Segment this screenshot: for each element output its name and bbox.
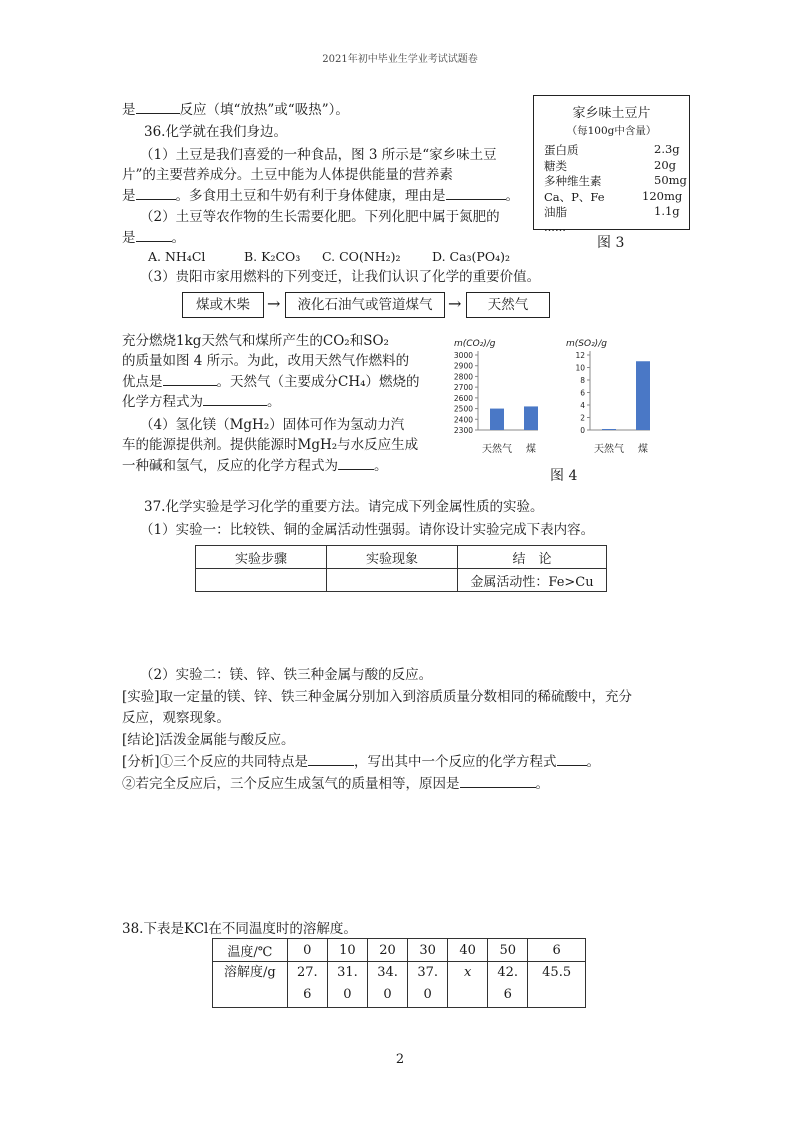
q36-reason-blank[interactable] <box>446 186 506 200</box>
q38-solubility-table <box>212 938 586 1008</box>
step-cell[interactable] <box>196 569 327 592</box>
q36-p1-line1: （1）土豆是我们喜爱的一种食品，图 3 所示是“家乡味土豆 <box>140 147 497 163</box>
q36-p3-line1: （3）贵阳市家用燃料的下列变迁，让我们认识了化学的重要价值。 <box>140 269 541 285</box>
nutrient-value: 20g <box>654 157 676 172</box>
table-header-cell: 实验现象 <box>327 546 458 569</box>
nutrition-row <box>534 142 689 158</box>
fig3-label: 图 3 <box>597 235 625 251</box>
nutrition-row <box>534 204 689 220</box>
y-tick-label: 6 <box>580 388 585 398</box>
q36-p4-line1: （4）氢化镁（MgH₂）固体可作为氢动力汽 <box>140 417 405 433</box>
q37-reason-blank[interactable] <box>460 774 536 788</box>
q36-options <box>148 248 510 266</box>
flow-step-lpg: 液化石油气或管道煤气 <box>285 292 445 318</box>
q35-prefix: 是 <box>122 102 136 118</box>
nutrition-subtitle: （每100g中含量） <box>566 125 657 137</box>
q36-p3-line5 <box>122 392 281 411</box>
table-header-cell: 结 论 <box>458 546 607 569</box>
nutrient-name: ...... <box>544 219 566 234</box>
category-label: 天然气 <box>482 444 512 455</box>
solubility-value-bottom: 6 <box>503 987 512 1002</box>
nutrient-name: 油脂 <box>544 205 567 219</box>
flow-arrow-icon: → <box>267 294 281 313</box>
q36-fertilizer-blank[interactable] <box>136 228 172 242</box>
nutrition-title: 家乡味土豆片 <box>572 106 651 121</box>
q37-analysis2a: ②若完全反应后，三个反应生成氢气的质量相等，原因是 <box>122 776 460 792</box>
y-tick-label: 3000 <box>453 351 473 360</box>
fig4-label: 图 4 <box>550 468 578 484</box>
nutrient-name: 蛋白质 <box>544 143 579 157</box>
category-label: 天然气 <box>594 444 624 455</box>
q36-p1-line3 <box>122 186 519 205</box>
q36-equation-blank[interactable] <box>203 392 267 406</box>
nutrient-value: 1.1g <box>654 204 680 218</box>
q36-title: 36.化学就在我们身边。 <box>144 124 287 140</box>
q36-p3-line4 <box>122 372 420 391</box>
q37-title: 37.化学实验是学习化学的重要方法。请完成下列金属性质的实验。 <box>144 499 544 515</box>
solubility-cell <box>408 962 448 1008</box>
y-tick-label: 2600 <box>453 393 473 403</box>
category-label: 煤 <box>638 444 648 455</box>
y-tick-label: 2900 <box>453 361 473 371</box>
y-tick-label: 0 <box>580 426 585 435</box>
q36-p2-line1: （2）土豆等农作物的生长需要化肥。下列化肥中属于氮肥的 <box>140 209 500 225</box>
y-axis-label: m(SO₂)/g <box>566 339 607 349</box>
q37-feature-blank[interactable] <box>308 752 354 766</box>
q36-p1-line3a: 是 <box>122 188 136 204</box>
solubility-value-bottom: 6 <box>303 987 312 1002</box>
q36-p4-line3a: 一种碱和氢气，反应的化学方程式为 <box>122 458 338 474</box>
q36-p3-line4b: 。天然气（主要成分CH₄）燃烧的 <box>216 374 420 390</box>
q35-blank[interactable] <box>136 100 180 114</box>
fig4-charts <box>440 335 690 465</box>
temperature-cell: 50 <box>488 939 528 962</box>
q37-conclusion: [结论]活泼金属能与酸反应。 <box>122 732 295 748</box>
q37-analysis1c: 。 <box>586 754 601 770</box>
y-tick-label: 2400 <box>453 415 473 425</box>
temperature-cell: 0 <box>287 939 327 962</box>
nutrient-value: 120mg <box>642 188 683 203</box>
solubility-cell <box>287 962 327 1008</box>
bar <box>636 361 650 430</box>
solubility-value-top: 37. <box>417 965 438 980</box>
solubility-value-top: 27. <box>296 965 318 980</box>
nutrition-row <box>534 158 689 174</box>
q36-nutrient-blank[interactable] <box>136 186 176 200</box>
row-header-cell <box>213 962 288 1008</box>
solubility-value-top: 45.5 <box>542 965 572 980</box>
conclusion-cell: 金属活动性：Fe>Cu <box>458 569 607 592</box>
solubility-cell <box>528 962 586 1008</box>
solubility-value-top: x <box>464 965 472 980</box>
q37-p1: （1）实验一：比较铁、铜的金属活动性强弱。请你设计实验完成下表内容。 <box>140 522 595 538</box>
solubility-value-top: 42. <box>497 965 519 980</box>
nutrition-row <box>534 173 689 189</box>
solubility-cell <box>367 962 407 1008</box>
q35-suffix: 反应（填“放热”或“吸热”）。 <box>179 102 349 118</box>
option-d[interactable]: D. Ca₃(PO₄)₂ <box>432 249 510 264</box>
q37-exp-line2: 反应，观察现象。 <box>122 710 230 726</box>
nutrition-row <box>534 189 689 205</box>
q37-analysis2b: 。 <box>535 776 549 792</box>
solubility-cell <box>488 962 528 1008</box>
q36-p2-line2b: 。 <box>171 230 185 246</box>
q36-p2-line2 <box>122 228 185 247</box>
y-axis-label: m(CO₂)/g <box>454 339 496 349</box>
nutrient-name: 多种维生素 <box>544 174 602 188</box>
q36-p3-line3: 的质量如图 4 所示。为此，改用天然气作燃料的 <box>122 353 410 369</box>
table-row <box>196 569 607 592</box>
solubility-cell <box>327 962 367 1008</box>
q36-p1-line2: 片”的主要营养成分。土豆中能为人体提供能量的营养素 <box>122 167 453 183</box>
q36-mgh2-blank[interactable] <box>338 456 374 470</box>
option-a[interactable]: A. NH₄Cl <box>148 249 206 264</box>
nutrient-name: 糖类 <box>544 158 567 173</box>
table-header-cell: 实验步骤 <box>196 546 327 569</box>
page-number: 2 <box>395 1052 405 1067</box>
q35-tail <box>122 100 349 119</box>
nutrient-value: 2.3g <box>654 142 680 156</box>
q36-p3-line4a: 优点是 <box>122 374 163 390</box>
nutrient-name: Ca、P、Fe <box>544 189 605 204</box>
y-tick-label: 2500 <box>453 404 473 414</box>
row-header-cell: 温度/℃ <box>213 939 288 962</box>
bar <box>490 409 504 430</box>
solubility-cell[interactable] <box>448 962 488 1008</box>
solubility-value-bottom: 0 <box>343 987 352 1002</box>
flow-step-natural-gas: 天然气 <box>466 292 550 318</box>
q37-experiment-table <box>195 545 607 592</box>
observation-cell[interactable] <box>327 569 458 592</box>
table-row <box>213 962 586 1008</box>
category-label: 煤 <box>526 444 536 455</box>
q37-analysis1b: ，写出其中一个反应的化学方程式 <box>354 754 557 770</box>
q36-p2-line2a: 是 <box>122 230 136 246</box>
table-header-row <box>196 546 607 569</box>
nutrient-value: 50mg <box>654 173 687 187</box>
q36-p4-line2: 车的能源提供剂。提供能源时MgH₂与水反应生成 <box>122 437 419 453</box>
nutrition-rows <box>534 142 689 235</box>
solubility-value-top: 31. <box>337 965 358 980</box>
q36-p3-line2: 充分燃烧1kg天然气和煤所产生的CO₂和SO₂ <box>122 333 389 349</box>
page-header: 2021年初中毕业生学业考试试题卷 <box>322 54 478 65</box>
option-c[interactable]: C. CO(NH₂)₂ <box>322 249 401 264</box>
q37-analysis2 <box>122 774 549 793</box>
q37-analysis1a: [分析]①三个反应的共同特点是 <box>122 754 309 770</box>
temperature-cell: 30 <box>408 939 448 962</box>
option-b[interactable]: B. K₂CO₃ <box>244 249 301 264</box>
solubility-value-top: 溶解度/g <box>224 965 276 980</box>
q36-p1-line3b: 。多食用土豆和牛奶有利于身体健康，理由是 <box>175 188 446 204</box>
flow-arrow-icon: → <box>448 294 462 313</box>
solubility-value-bottom: 0 <box>423 987 432 1002</box>
q37-equation-blank[interactable] <box>557 752 587 766</box>
bar <box>524 406 538 430</box>
y-tick-label: 10 <box>575 363 585 373</box>
q36-p3-line5b: 。 <box>267 394 281 410</box>
q37-p2: （2）实验二：镁、锌、铁三种金属与酸的反应。 <box>140 667 433 683</box>
q37-exp-line1: [实验]取一定量的镁、锌、铁三种金属分别加入到溶质质量分数相同的稀硫酸中，充分 <box>122 689 633 705</box>
q37-analysis1 <box>122 752 600 771</box>
y-tick-label: 2300 <box>453 426 473 435</box>
y-tick-label: 4 <box>580 401 585 410</box>
flow-step-coal: 煤或木柴 <box>182 292 264 318</box>
nutrition-label-box <box>533 95 690 234</box>
q36-p3-line5a: 化学方程式为 <box>122 394 203 410</box>
temperature-cell: 40 <box>448 939 488 962</box>
q36-advantage-blank[interactable] <box>163 372 217 386</box>
table-row <box>213 939 586 962</box>
solubility-value-top: 34. <box>377 965 398 980</box>
y-tick-label: 2 <box>580 413 585 423</box>
y-tick-label: 8 <box>580 376 585 385</box>
q36-p1-line3c: 。 <box>505 188 519 204</box>
temperature-cell: 6 <box>528 939 586 962</box>
bar <box>602 429 616 430</box>
solubility-value-bottom: 0 <box>383 987 392 1002</box>
temperature-cell: 10 <box>327 939 367 962</box>
q36-p4-line3 <box>122 456 388 475</box>
y-tick-label: 2700 <box>453 383 473 393</box>
temperature-cell: 20 <box>367 939 407 962</box>
q38-title: 38.下表是KCl在不同温度时的溶解度。 <box>122 921 357 937</box>
y-tick-label: 12 <box>575 351 585 360</box>
y-tick-label: 2800 <box>453 372 473 382</box>
q36-p4-line3b: 。 <box>374 458 388 474</box>
